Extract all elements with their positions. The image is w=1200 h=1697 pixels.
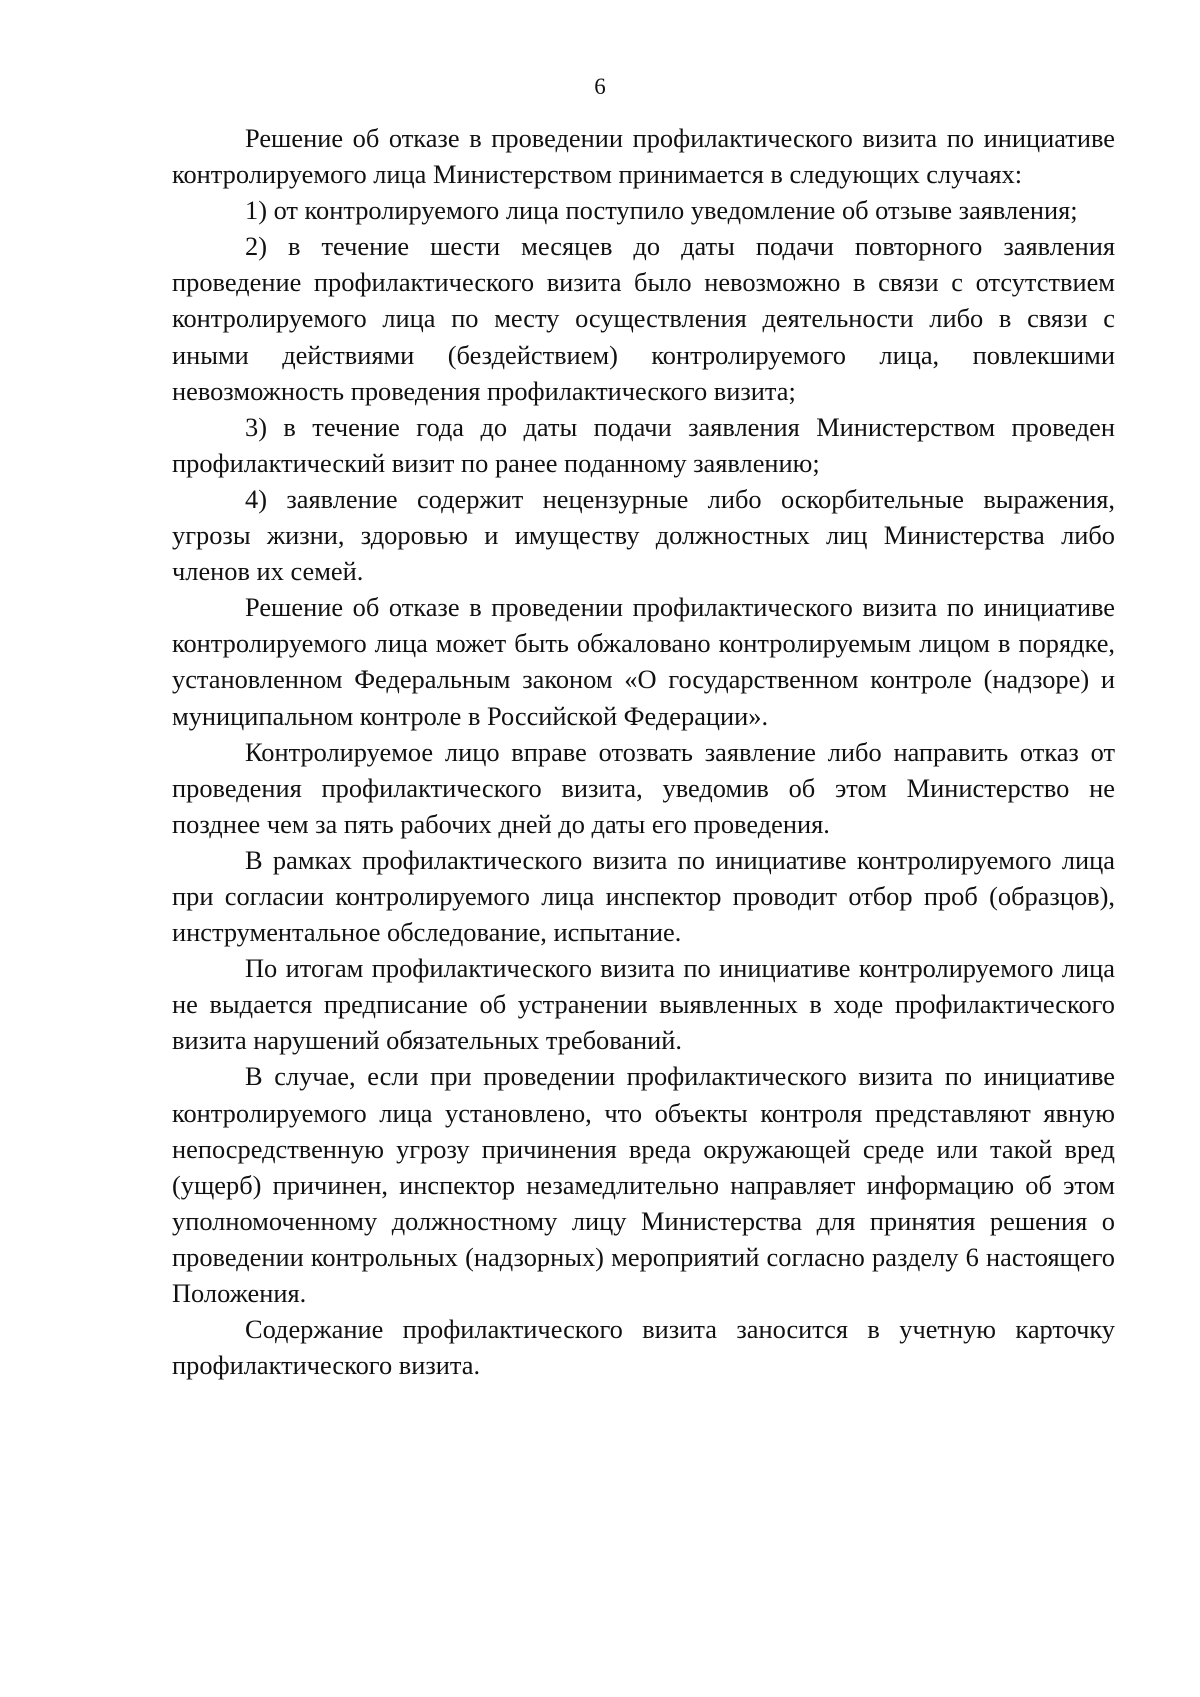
paragraph-sampling: В рамках профилактического визита по инициативе контролируемого лица при согласии контролируемого лица инспектор проводит отбор проб (образцов), инструментальное обследование, испытание. (172, 844, 1115, 948)
paragraph-refusal-intro: Решение об отказе в проведении профилактического визита по инициативе контролируемого лица Министерством принимается в следующих случаях: (172, 123, 1115, 190)
paragraph-item-4: 4) заявление содержит нецензурные либо оскорбительные выражения, угрозы жизни, здоровью и имуществу должностных лиц Министерства либо членов их семей. (172, 483, 1115, 587)
document-body (172, 120, 1115, 1383)
paragraph-item-3: 3) в течение года до даты подачи заявления Министерством проведен профилактический визит по ранее поданному заявлению; (172, 411, 1115, 478)
page-number: 6 (594, 74, 606, 99)
paragraph-appeal: Решение об отказе в проведении профилактического визита по инициативе контролируемого лица может быть обжаловано контролируемым лицом в порядке, установленном Федеральным законом «О государственном контроле (надзоре) и муниципальном контроле в Российской Федерации». (172, 592, 1115, 731)
paragraph-threat: В случае, если при проведении профилактического визита по инициативе контролируемого лица установлено, что объекты контроля представляют явную непосредственную угрозу причинения вреда окружающей среде или такой вред (ущерб) причинен, инспектор незамедлительно направляет информацию об этом уполномоченному должностному лицу Министерства для принятия решения о проведении контрольных (надзорных) мероприятий согласно разделу 6 настоящего Положения. (172, 1061, 1115, 1308)
paragraph-no-order: По итогам профилактического визита по инициативе контролируемого лица не выдается предписание об устранении выявленных в ходе профилактического визита нарушений обязательных требований. (172, 953, 1115, 1056)
paragraph-item-1: 1) от контролируемого лица поступило уведомление об отзыве заявления; (245, 195, 1078, 226)
paragraph-item-2: 2) в течение шести месяцев до даты подачи повторного заявления проведение профилактического визита было невозможно в связи с отсутствием контролируемого лица по месту осуществления деятельности либо в связи с иными действиями (бездействием) контролируемого лица, повлекшими невозможность проведения профилактического визита; (172, 231, 1115, 406)
paragraph-withdrawal: Контролируемое лицо вправе отозвать заявление либо направить отказ от проведения профилактического визита, уведомив об этом Министерство не позднее чем за пять рабочих дней до даты его проведения. (172, 736, 1115, 839)
paragraph-record-card: Содержание профилактического визита заносится в учетную карточку профилактического визита. (172, 1314, 1115, 1381)
